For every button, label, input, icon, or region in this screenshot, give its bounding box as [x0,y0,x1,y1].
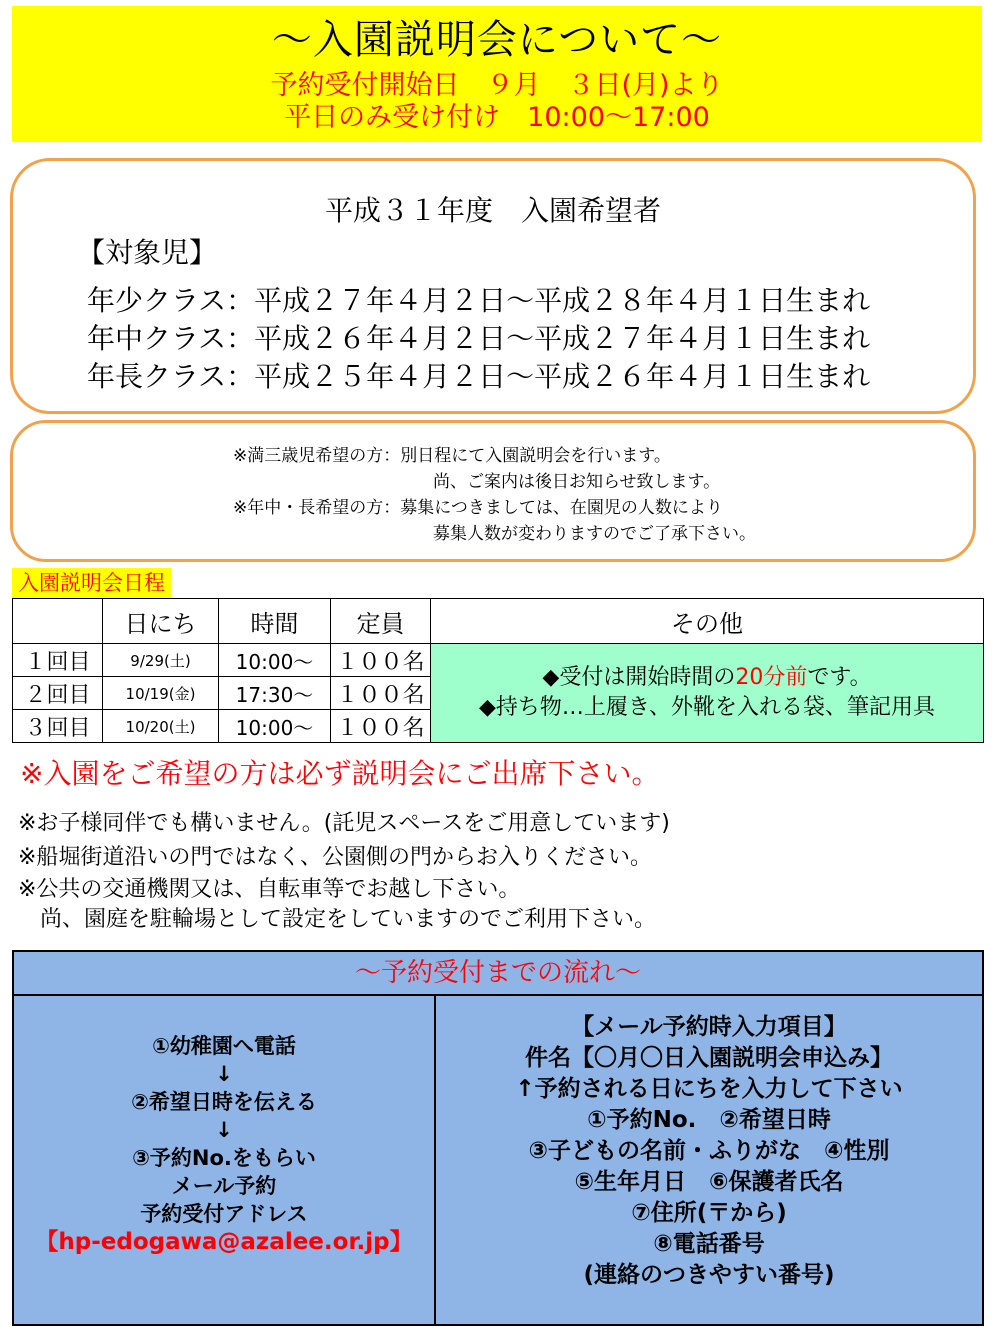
header-cell-blank [13,599,103,644]
reception-note [431,663,983,693]
table-header-row [13,599,984,644]
reservation-start: 予約受付開始日 ９月 ３日(月)より [270,70,724,101]
note-line: 尚、ご案内は後日お知らせ致します。 [433,472,721,492]
time-cell: 10:00〜 [219,644,331,677]
class-row-nensho: 年少クラス：平成２７年４月２日〜平成２８年４月１日生まれ [87,284,871,317]
header-cell-date: 日にち [103,599,219,644]
attendance-notice: ※入園をご希望の方は必ず説明会にご出席下さい。 [20,757,660,790]
note-line: ※船堀街道沿いの門ではなく、公園側の門からお入りください。 [18,845,652,870]
belongings-note: ◆持ち物…上履き、外靴を入れる袋、筆記用具 [478,695,936,720]
page-title: 〜入園説明会について〜 [271,17,723,63]
email-fields-list [436,1012,982,1291]
email-address-link[interactable]: 【hp-edogawa@azalee.or.jp】 [35,1229,413,1255]
arrow-down-icon: ↓ [215,1062,233,1086]
header-cell-capacity: 定員 [331,599,431,644]
date-cell: 9/29(土) [103,644,219,677]
reception-note-pre: ◆受付は開始時間の [542,665,736,690]
field-item: ⑧電話番号 [653,1231,765,1257]
round-cell: ３回目 [13,710,103,743]
round-cell: １回目 [13,644,103,677]
special-notes-box [10,420,976,562]
class-row-nenchu: 年中クラス：平成２６年４月２日〜平成２７年４月１日生まれ [87,322,871,355]
capacity-cell: １００名 [331,677,431,710]
header-cell-other: その他 [431,599,984,644]
date-cell: 10/20(土) [103,710,219,743]
round-cell: ２回目 [13,677,103,710]
target-label: 【対象児】 [77,236,218,269]
time-cell: 10:00〜 [219,710,331,743]
field-item: ⑤生年月日 ⑥保護者氏名 [574,1169,844,1195]
reservation-hours: 平日のみ受け付け 10:00〜17:00 [284,102,710,133]
class-row-nencho: 年長クラス：平成２５年４月２日〜平成２６年４月１日生まれ [87,360,871,393]
other-info-cell [431,644,984,743]
schedule-label: 入園説明会日程 [12,568,171,598]
header-banner [12,6,982,142]
schedule-table [12,598,984,743]
year-title: 平成３１年度 入園希望者 [324,194,661,227]
note-line: 募集人数が変わりますのでご了承下さい。 [433,524,756,544]
target-children-box [10,158,976,414]
email-fields-title: 【メール予約時入力項目】 [571,1014,847,1040]
reception-note-post: です。 [807,665,872,690]
arrow-down-icon: ↓ [215,1118,233,1142]
step-get-number: ③予約No.をもらい [132,1146,316,1170]
capacity-cell: １００名 [331,710,431,743]
field-item: ⑦住所(〒から) [631,1200,787,1226]
step-call: ①幼稚園へ電話 [152,1034,296,1058]
time-cell: 17:30〜 [219,677,331,710]
field-item: ③子どもの名前・ふりがな ④性別 [528,1138,890,1164]
reservation-flow-box [12,950,984,1326]
step-email: メール予約 [171,1174,277,1198]
field-item: (連絡のつきやすい番号) [583,1262,835,1288]
table-row [13,644,984,677]
note-line: ※公共の交通機関又は、自転車等でお越し下さい。 [18,877,521,902]
email-subject: 件名【〇月〇日入園説明会申込み】 [525,1045,893,1071]
email-subject-hint: ↑予約される日にちを入力して下さい [515,1076,903,1102]
note-line: ※お子様同伴でも構いません。(託児スペースをご用意しています) [18,811,670,836]
date-cell: 10/19(金) [103,677,219,710]
flow-steps [14,1032,434,1256]
flow-title: 〜予約受付までの流れ〜 [14,952,982,996]
email-label: 予約受付アドレス [140,1202,308,1226]
capacity-cell: １００名 [331,644,431,677]
step-tell-date: ②希望日時を伝える [131,1090,317,1114]
note-line: 尚、園庭を駐輪場として設定をしていますのでご利用下さい。 [18,907,657,932]
header-cell-time: 時間 [219,599,331,644]
reception-minutes: 20分前 [735,665,808,690]
note-line: ※年中・長希望の方：募集につきましては、在園児の人数により [233,498,723,518]
note-line: ※満三歳児希望の方：別日程にて入園説明会を行います。 [233,446,671,466]
field-item: ①予約No. ②希望日時 [587,1107,831,1133]
